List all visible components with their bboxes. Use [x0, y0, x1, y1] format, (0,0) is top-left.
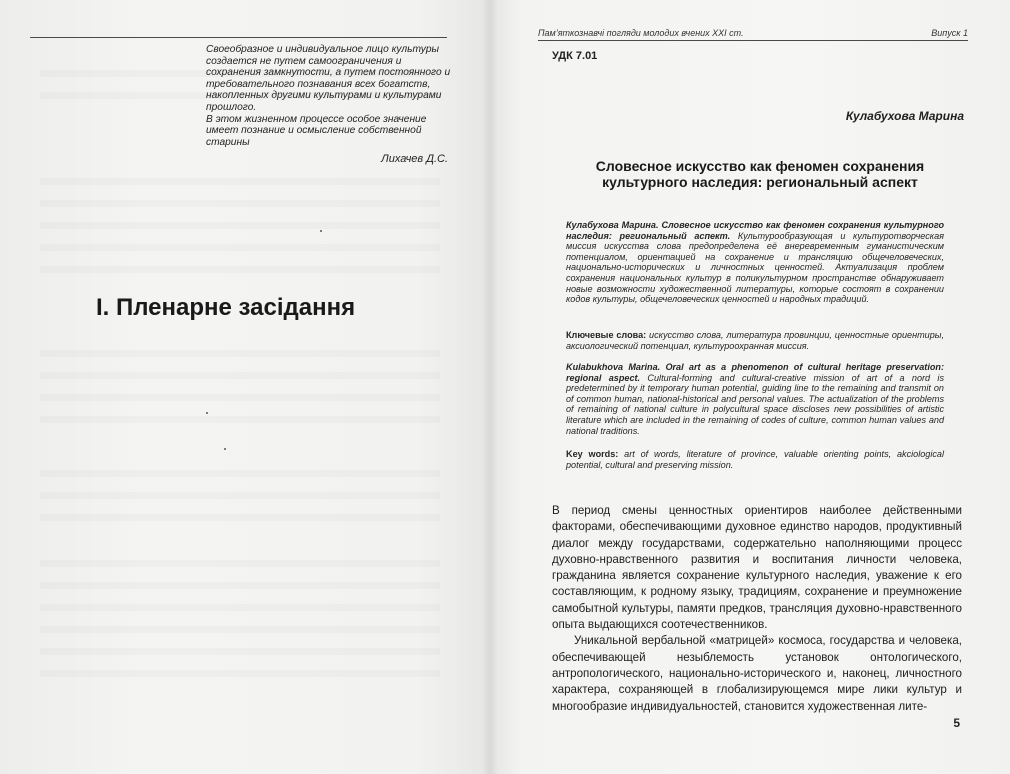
- show-through-line: [40, 416, 440, 423]
- scan-speck: [206, 412, 208, 414]
- udk-code: УДК 7.01: [552, 50, 598, 62]
- show-through-line: [40, 200, 440, 207]
- show-through-line: [40, 266, 440, 273]
- abstract-en-lead: Kulabukhova Marina. Oral art as a phenomenon of cultural heritage preservation: regional aspect.: [566, 362, 944, 383]
- abstract-en-text: Cultural-forming and cultural-creative mission of art of a nord is predetermined by it temporary human potential, guiding line to the remaining and transmit on of common human, national-historical and personal values. The actualization of the problems of remaining of national culture in polycultural space discloses new possibilities of artistic literature which are included in the remaining of codes of culture, common human values and national traditions.: [566, 372, 944, 436]
- show-through-line: [40, 648, 440, 655]
- abstract-en: [566, 362, 944, 436]
- epigraph-paragraph: В этом жизненном процессе особое значение имеет познание и осмысление собственной старины: [206, 113, 427, 148]
- article-author: Кулабухова Марина: [845, 109, 964, 123]
- keywords-en-text: art of words, literature of province, valuable orienting points, akciological potential, cultural and preserving mission.: [566, 449, 944, 470]
- show-through-line: [40, 244, 440, 251]
- header-rule-right: [538, 40, 968, 41]
- scan-speck: [224, 448, 226, 450]
- header-rule-left: [30, 37, 447, 38]
- body-paragraph: В период смены ценностных ориентиров наиболее действенными факторами, обеспечивающими духовное единство народов, продуктивный диалог между государствами, содержательно наполняющими процесс духовно-нравственного развития и воспитания личности человека, гражданина является сохранение культурного наследия, уважение к его составляющим, к родному языку, традициям, сохранение и преумножение самобытной культуры, памяти предков, трансляция духовно-нравственного опыта выдающихся соотечественников.: [552, 504, 962, 632]
- body-paragraph: Уникальной вербальной «матрицей» космоса, государства и человека, обеспечивающей незыблемость установок онтологического, антропологического, национально-исторического и, наконец, личностного характера, сохраняющей в глобализирующемся мире лики культур и многообразие индивидуальностей, становится художественная лите-: [552, 634, 962, 713]
- article-body: [552, 503, 962, 715]
- book-gutter: [482, 0, 498, 774]
- show-through-line: [40, 560, 440, 567]
- epigraph-author: Лихачев Д.С.: [381, 153, 448, 165]
- show-through-line: [40, 350, 440, 357]
- issue-label: Випуск 1: [931, 28, 968, 38]
- epigraph-paragraph: Своеобразное и индивидуальное лицо культуры создается не путем самоограничения и сохранения замкнутости, а путем постоянного и требовательного познавания всех богатств, накопленных другими культурами и культурами прошлого.: [206, 44, 451, 113]
- show-through-line: [40, 626, 440, 633]
- keywords-ru-label: Ключевые слова:: [566, 330, 647, 340]
- abstract-ru: [566, 220, 944, 305]
- show-through-line: [40, 604, 440, 611]
- section-heading: I. Пленарне засідання: [96, 294, 356, 321]
- show-through-line: [40, 222, 440, 229]
- abstract-ru-lead: Кулабухова Марина. Словесное искусство как феномен сохранения культурного наследия: региональный аспект.: [566, 220, 944, 241]
- keywords-ru: [566, 330, 944, 351]
- article-title: Словесное искусство как феномен сохранения культурного наследия: региональный аспект: [595, 158, 925, 190]
- show-through-line: [40, 514, 440, 521]
- running-title: Пам’яткознавчі погляди молодих вчених XXI ст.: [538, 28, 744, 38]
- show-through-line: [40, 670, 440, 677]
- epigraph: [206, 44, 452, 148]
- show-through-line: [40, 582, 440, 589]
- abstract-ru-text: Культурообразующая и культуротворческая миссия искусства слова предопределена её внеревременным гуманистическим потенциалом, ориентацией на сохранение и трансляцию общечеловеческих, национально-исторических и личностных ценностей. Актуализация проблем сохранения национальных культур в поликультурном пространстве обнаруживает новые возможности художественной литературы, которые состоят в сохранении кодов культуры, общечеловеческих ценностей и народных традиций.: [566, 230, 944, 305]
- show-through-line: [40, 372, 440, 379]
- keywords-en: [566, 449, 944, 470]
- show-through-line: [40, 492, 440, 499]
- show-through-line: [40, 470, 440, 477]
- scan-speck: [320, 230, 322, 232]
- keywords-en-label: Key words:: [566, 449, 619, 459]
- show-through-line: [40, 394, 440, 401]
- show-through-line: [40, 178, 440, 185]
- page-number: 5: [953, 716, 960, 730]
- keywords-ru-text: искусство слова, литература провинции, ценностные ориентиры, аксиологический потенциал, культуроохранная миссия.: [566, 330, 944, 351]
